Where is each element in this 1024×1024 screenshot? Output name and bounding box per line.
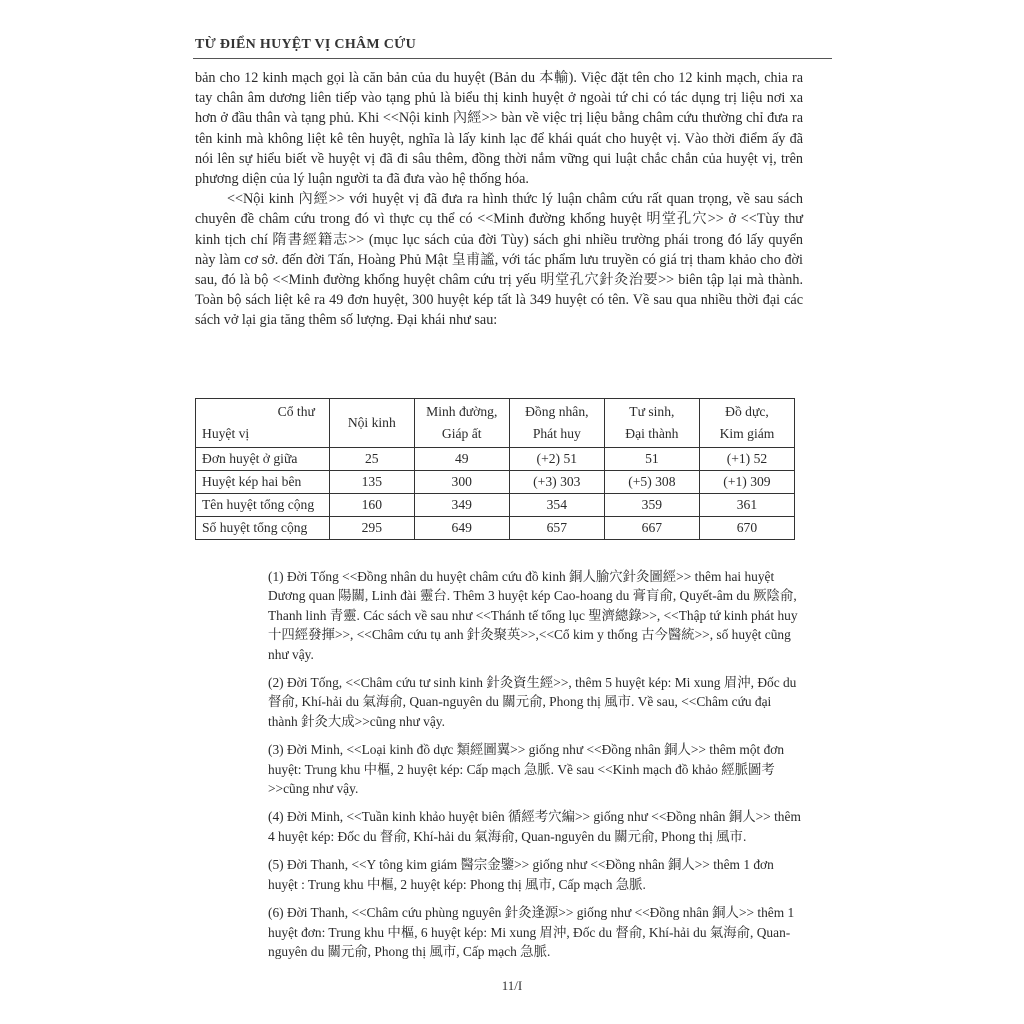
table-cell: 359: [604, 494, 699, 517]
row-label: Số huyệt tổng cộng: [196, 517, 330, 540]
table-cell: 25: [329, 448, 414, 471]
column-header-label: Phát huy: [532, 426, 581, 441]
column-header-5: [699, 399, 794, 448]
table-cell: (+1) 309: [699, 471, 794, 494]
page-number: 11/I: [501, 978, 523, 993]
table-cell: 135: [329, 471, 414, 494]
table-cell: 51: [604, 448, 699, 471]
paragraph-2: <<Nội kinh 內經>> với huyệt vị đã đưa ra hình thức lý luận châm cứu rất quan trọng, về sau sách chuyên đề châm cứu trong đó vì thực cụ thể có <<Minh đường khổng huyệt 明堂孔穴>> ở <<Tùy thư kinh tịch chí 隋書經籍志>> (mục lục sách của đời Tùy) sách ghi nhiều trường phái trong đó lấy quyển này làm cơ sở. đến đời Tấn, Hoàng Phủ Mật 皇甫謐, với tác phẩm lưu truyền có giá trị tham khảo cho đời sau, đó là bộ <<Minh đường khổng huyệt châm cứu trị yếu 明堂孔穴針灸治要>> biên tập lại mà thành. Toàn bộ sách liệt kê ra 49 đơn huyệt, 300 huyệt kép tất là 349 huyệt có tên. Về sau qua nhiều thời đại các sách vở lại gia tăng thêm số lượng. Đại khái như sau:: [195, 191, 803, 329]
row-label: Đơn huyệt ở giữa: [196, 448, 330, 471]
corner-bottom-label: Huyệt vị: [202, 426, 250, 441]
row-label: Tên huyệt tổng cộng: [196, 494, 330, 517]
corner-top-label: Cổ thư: [277, 404, 315, 419]
table-header-row: [196, 399, 795, 448]
footnote-4: (4) Đời Minh, <<Tuần kinh khảo huyệt biên 循經考穴編>> giống như <<Đồng nhân 銅人>> thêm 4 huyệt kép: Đốc du 督俞, Khí-hải du 氣海俞, Quan-nguyên du 關元俞, Phong thị 風市.: [268, 809, 801, 844]
table-cell: (+5) 308: [604, 471, 699, 494]
table-cell: 160: [329, 494, 414, 517]
acupoint-count-table: [195, 398, 795, 540]
column-header-label: Đồng nhân,: [525, 404, 589, 419]
column-header-label: Minh đường,: [426, 404, 498, 419]
table-cell: 349: [414, 494, 509, 517]
footnote-2: (2) Đời Tống, <<Châm cứu tư sinh kinh 針灸資生經>>, thêm 5 huyệt kép: Mi xung 眉沖, Đốc du 督俞, Khí-hải du 氣海俞, Quan-nguyên du 關元俞, Phong thị 風市. Về sau, <<Châm cứu đại thành 針灸大成>>cũng như vậy.: [268, 675, 797, 729]
row-label: Huyệt kép hai bên: [196, 471, 330, 494]
running-head-title: TỪ ĐIỂN HUYỆT VỊ CHÂM CỨU: [195, 37, 417, 52]
footnotes: [268, 567, 804, 970]
table-row: [196, 517, 795, 540]
column-header-2: [414, 399, 509, 448]
paragraph-1: bản cho 12 kinh mạch gọi là căn bản của du huyệt (Bản du 本輸). Việc đặt tên cho 12 kinh mạch, chia ra tay chân âm dương liên tiếp vào tạng phủ là biểu thị kinh huyệt ở ngoài tứ chi có tác dụng trị liệu nơi xa hơn ở đầu thân và tạng phủ. Khi <<Nội kinh 內經>> bàn về việc trị liệu bằng châm cứu thường chỉ đưa ra tên kinh mà không liệt kê tên huyệt, nghĩa là lấy kinh lạc để khái quát cho huyệt vị. Vào thời điểm ấy đã nói lên sự hiểu biết về huyệt vị đã đi sâu thêm, đồng thời nắm vững qui luật chắc chắn của huyệt vị, trên phương diện của lý luận người ta đã đưa vào hệ thống hóa.: [195, 70, 803, 188]
column-header-3: [509, 399, 604, 448]
column-header-label: Giáp ất: [441, 426, 482, 441]
column-header-1: [329, 399, 414, 448]
table-cell: 657: [509, 517, 604, 540]
body-text: [195, 68, 803, 331]
header-rule: [193, 58, 832, 59]
table-cell: 670: [699, 517, 794, 540]
table-cell: 667: [604, 517, 699, 540]
table-corner-cell: [196, 399, 330, 448]
footnote-5: (5) Đời Thanh, <<Y tông kim giám 醫宗金鑒>> giống như <<Đồng nhân 銅人>> thêm 1 đơn huyệt : Trung khu 中樞, 2 huyệt kép: Phong thị 風市, Cấp mạch 急脈.: [268, 857, 774, 892]
table-cell: (+2) 51: [509, 448, 604, 471]
footnote-3: (3) Đời Minh, <<Loại kinh đồ dực 類經圖翼>> giống như <<Đồng nhân 銅人>> thêm một đơn huyệt: Trung khu 中樞, 2 huyệt kép: Cấp mạch 急脈. Về sau <<Kinh mạch đồ khảo 經脈圖考>>cũng như vậy.: [268, 742, 785, 797]
column-header-label: Nội kinh: [347, 415, 396, 430]
table-row: [196, 471, 795, 494]
footnote-6: (6) Đời Thanh, <<Châm cứu phùng nguyên 針灸逢源>> giống như <<Đồng nhân 銅人>> thêm 1 huyệt đơn: Trung khu 中樞, 6 huyệt kép: Mi xung 眉沖, Đốc du 督俞, Khí-hải du 氣海俞, Quan-nguyên du 關元俞, Phong thị 風市, Cấp mạch 急脈.: [268, 905, 795, 959]
footnote-1: (1) Đời Tống <<Đồng nhân du huyệt châm cứu đồ kinh 銅人腧穴針灸圖經>> thêm hai huyệt Dương quan 陽關, Linh đài 靈台. Thêm 3 huyệt kép Cao-hoang du 膏肓俞, Quyết-âm du 厥陰俞, Thanh linh 青靈. Các sách về sau như <<Thánh tế tổng lục 聖濟總錄>>, <<Thập tứ kinh phát huy 十四經發揮>>, <<Châm cứu tụ anh 針灸聚英>>,<<Cổ kim y thống 古今醫統>>, số huyệt cũng như vậy.: [268, 569, 798, 662]
column-header-label: Kim giám: [719, 426, 775, 441]
table-cell: (+1) 52: [699, 448, 794, 471]
table-cell: (+3) 303: [509, 471, 604, 494]
table-cell: 49: [414, 448, 509, 471]
table-row: [196, 494, 795, 517]
column-header-label: Đồ dực,: [725, 404, 769, 419]
column-header-4: [604, 399, 699, 448]
table-cell: 649: [414, 517, 509, 540]
table-cell: 300: [414, 471, 509, 494]
column-header-label: Đại thành: [625, 426, 679, 441]
table-cell: 354: [509, 494, 604, 517]
table-cell: 295: [329, 517, 414, 540]
table-cell: 361: [699, 494, 794, 517]
column-header-label: Tư sinh,: [629, 404, 675, 419]
table-row: [196, 448, 795, 471]
